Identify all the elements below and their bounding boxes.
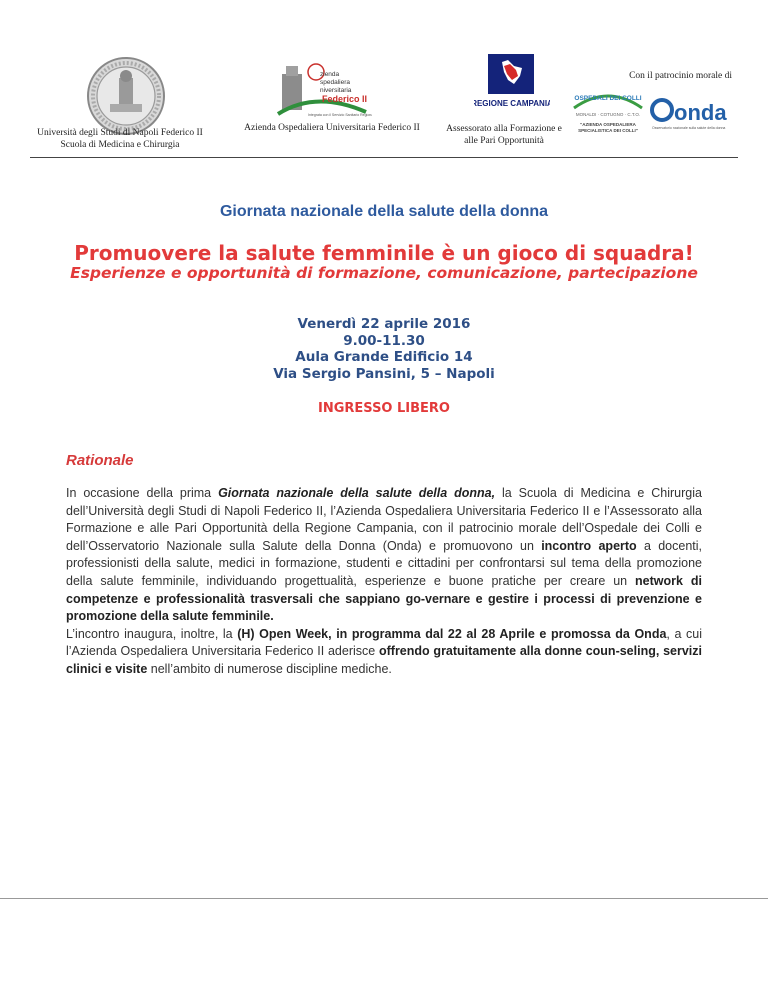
rationale-heading: Rationale — [66, 452, 134, 469]
regione-logo-text: REGIONE CAMPANIA — [474, 99, 550, 108]
odc-logo-line3: "AZIENDA OSPEDALIERA — [580, 122, 636, 127]
event-venue: Aula Grande Edificio 14 — [295, 349, 473, 365]
event-headline: Promuovere la salute femminile è un gioco di squadra! — [74, 241, 694, 265]
event-address: Via Sergio Pansini, 5 – Napoli — [273, 365, 495, 382]
text-span: nell’ambito di numerose discipline mediche. — [147, 661, 392, 676]
text-span: la Scuola di Medicina e Chirurgia dell’Università degli Studi di Napoli Federico II, l’Azienda Ospedaliera Universitaria Federico II e l’Assessorato alla Formazione e alle Pari Opportunità della Regione Campania, con il patrocinio morale dell’Ospedale dei Colli e dell’Osservatorio Nazionale sulla Salute della Donna (Onda) e promuovono un — [66, 486, 702, 553]
entry-notice: INGRESSO LIBERO — [318, 401, 450, 416]
odc-logo-sub: MONALDI · COTUGNO · C.T.O. — [575, 112, 641, 117]
text-span: a docenti, professionisti della salute, medici in formazione, studenti e cittadini per confrontarsi sul tema della promozione della salute femminile, individuando progettualità, esperienze e buone pratiche per creare un — [66, 538, 702, 588]
bold-text: che sappiano go-vernare e gestire i processi di prevenzione e promozione della salute femminile. — [66, 591, 702, 624]
aou-logo-line1: zienda — [320, 71, 340, 78]
patronage-label: Con il patrocinio morale di — [629, 71, 732, 81]
aou-caption: Azienda Ospedaliera Universitaria Federico II — [244, 123, 420, 133]
event-date: Venerdì 22 aprile 2016 — [297, 316, 471, 332]
event-subheadline: Esperienze e opportunità di formazione, comunicazione, partecipazione — [70, 264, 698, 282]
aou-logo-line4: Federico II — [322, 94, 368, 104]
event-time: 9.00-11.30 — [343, 332, 425, 349]
aou-logo-line2: spedaliera — [320, 79, 350, 86]
odc-logo-text: OSPEDALI DEI COLLI — [574, 95, 642, 102]
emphasis-text: Giornata nazionale della salute della donna, — [218, 486, 496, 500]
rationale-body — [66, 485, 702, 679]
event-title: Giornata nazionale della salute della donna — [219, 203, 549, 220]
footer-divider — [0, 898, 768, 899]
text-span: In occasione della prima — [66, 486, 219, 500]
regione-caption-line2: alle Pari Opportunità — [464, 136, 544, 146]
header-divider — [30, 157, 738, 158]
university-seal-logo — [86, 56, 166, 136]
bold-text: network di competenze e professionalità trasversali — [66, 573, 702, 606]
bold-text: incontro aperto — [541, 538, 637, 553]
bold-text: offrendo gratuitamente alla donne coun-seling, servizi clinici e visite — [66, 644, 702, 676]
aou-federico-logo — [276, 60, 372, 122]
event-details — [0, 316, 768, 382]
onda-logo-sub: Osservatorio nazionale sulla salute della donna — [652, 126, 726, 130]
regione-caption-line1: Assessorato alla Formazione e — [446, 124, 562, 134]
regione-campania-logo — [474, 54, 550, 110]
aou-logo-line3: niversitaria — [320, 87, 352, 94]
onda-logo-text: onda — [674, 100, 727, 125]
odc-logo-line4: SPECIALISTICA DEI COLLI" — [578, 128, 638, 133]
text-span: , a cui l’Azienda Ospedaliera Universitaria Federico II aderisce — [66, 626, 702, 659]
text-span: L’incontro inaugura, inoltre, la — [66, 626, 238, 641]
university-name: Università degli Studi di Napoli Federico II — [37, 128, 203, 138]
university-caption — [30, 127, 210, 151]
school-name: Scuola di Medicina e Chirurgia — [60, 140, 180, 150]
regione-caption — [436, 123, 572, 147]
rationale-paragraph-2 — [66, 626, 702, 679]
onda-logo — [650, 96, 738, 132]
rationale-paragraph-1 — [66, 485, 702, 626]
svg-text:Integrata con il Servizio Sani: Integrata con il Servizio Sanitario Regionale — [308, 113, 372, 117]
bold-text: (H) Open Week, in programma dal 22 al 28 Aprile e promossa da Onda — [237, 626, 667, 641]
ospedali-dei-colli-logo — [570, 86, 646, 144]
